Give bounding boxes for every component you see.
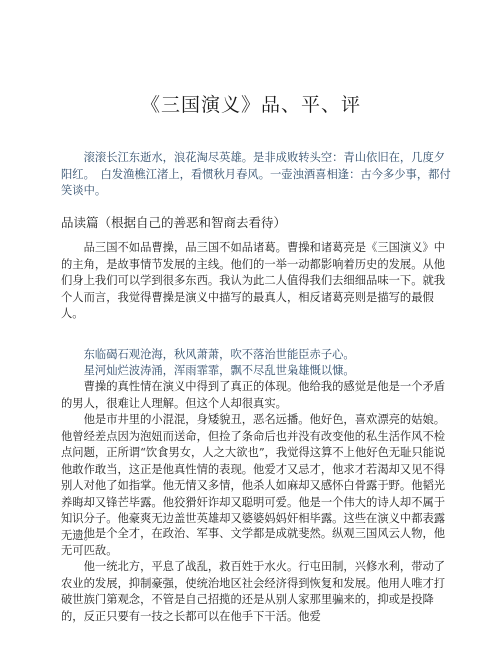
paragraph-3: 他是市井里的小混混，身矮貌丑，恶名远播。他好色，喜欢漂亮的姑娘。他曾经差点因为泡妞而送命，但捡了条命后也并没有改变他的私生活作风不检点问题，正所谓“饮食男女，人之大欲也”，我觉得这算不上他好色无耻只能说他敢作敢当，这正是他真性情的表现。他爱才又忌才，他求才若渴却又见不得别人对他了如指掌。他无情又多情，他杀人如麻却又感怀白骨露于野。他韬光养晦却又锋芒毕露。他狡猾奸诈却又聪明可爱。他是一个伟大的诗人却不属于知识分子。他豪爽无边盖世英雄却又婆婆妈妈奸相毕露。这些在演义中都表露无遗。 bbox=[61, 413, 446, 542]
poem-line-2: 星河灿烂波涛涌，浑雨霏霏，飘不尽乱世枭雄慨以慷。 bbox=[83, 364, 355, 377]
intro-paragraph: 滚滚长江东逝水，浪花淘尽英雄。是非成败转头空：青山依旧在，几度夕阳红。 白发渔樵江渚上，看惯秋月春风。一壶浊酒喜相逢：古今多少事，都付笑谈中。 bbox=[61, 151, 451, 197]
paragraph-2: 曹操的真性情在演义中得到了真正的体现。他给我的感觉是他是一个矛盾的男人，很难让人理解。但这个人却很真实。 bbox=[61, 380, 446, 410]
page-title: 《三国演义》品、平、评 bbox=[140, 94, 361, 116]
paragraph-5: 他一统北方，平息了战乱，救百姓于水火。行屯田制，兴修水利，带动了农业的发展，抑制豪强，使统治地区社会经济得到恢复和发展。他用人唯才打破世族门第观念，不管是自己招揽的还是从别人家那里骗来的，抑或是投降的，反正只要有一技之长都可以在他手下干活。他爱 bbox=[61, 560, 446, 623]
poem-line-1: 东临碣石观沧海，秋风萧萧，吹不落治世能臣赤子心。 bbox=[83, 348, 355, 361]
section-heading: 品读篇（根据自己的善恶和智商去看待） bbox=[61, 215, 287, 230]
paragraph-1: 品三国不如品曹操，品三国不如品诸葛。曹操和诸葛亮是《三国演义》中的主角，是故事情节发展的主线。他们的一举一动都影响着历史的发展。从他们身上我们可以学到很多东西。我认为此二人值得我们去细细品味一下。就我个人而言，我觉得曹操是演义中描写的最真人，相反诸葛亮则是描写的最假人。 bbox=[61, 241, 446, 320]
paragraph-4: 他是个全才，在政治、军事、文学都是成就斐然。纵观三国风云人物，他无可匹敌。 bbox=[61, 527, 446, 557]
